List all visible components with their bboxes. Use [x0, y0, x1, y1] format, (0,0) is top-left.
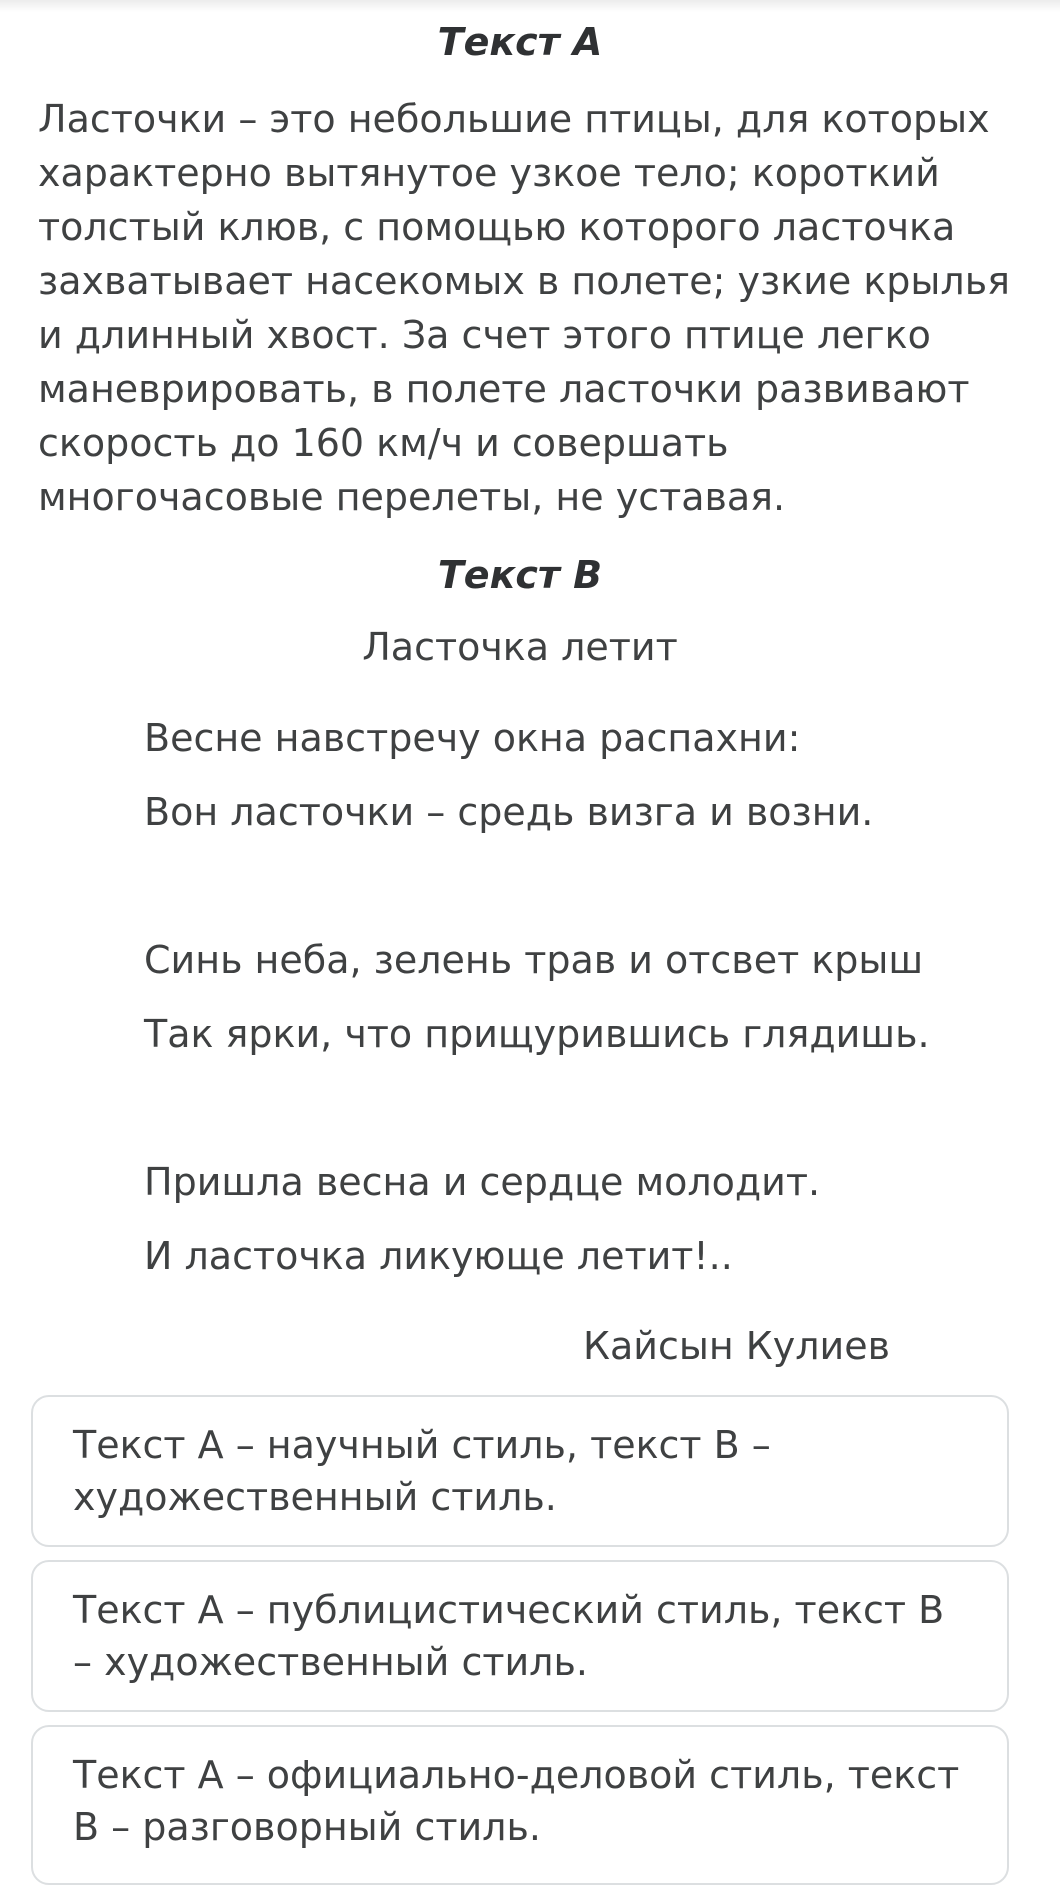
- poem-line: И ласточка ликующе летит!..: [144, 1234, 733, 1278]
- answer-option-3[interactable]: [31, 1725, 1009, 1885]
- poem-title: Ласточка летит: [362, 625, 678, 669]
- answer-option-1[interactable]: [31, 1395, 1009, 1547]
- text-b-heading: Текст В: [437, 553, 603, 597]
- answer-option-label: Текст А – публицистический стиль, текст В – художественный стиль.: [73, 1588, 945, 1684]
- poem-line: Пришла весна и сердце молодит.: [144, 1160, 821, 1204]
- answer-option-label: Текст А – официально-деловой стиль, текст В – разговорный стиль.: [73, 1753, 960, 1849]
- poem-line: Вон ласточки – средь визга и возни.: [144, 790, 874, 834]
- text-a-heading: Текст А: [437, 20, 603, 64]
- poem-line: Так ярки, что прищурившись глядишь.: [144, 1012, 930, 1056]
- text-a-paragraph: Ласточки – это небольшие птицы, для которых характерно вытянутое узкое тело; короткий толстый клюв, с помощью которого ласточка захватывает насекомых в полете; узкие крылья и длинный хвост. За счет этого птице легко маневрировать, в полете ласточки развивают скорость до 160 км/ч и совершать многочасовые перелеты, не уставая.: [38, 97, 1010, 519]
- poem-line: Весне навстречу окна распахни:: [144, 716, 801, 760]
- poem-author: Кайсын Кулиев: [582, 1324, 890, 1368]
- poem-line: Синь неба, зелень трав и отсвет крыш: [144, 938, 924, 982]
- top-shadow: [0, 0, 1060, 12]
- answer-option-label: Текст А – научный стиль, текст В – художественный стиль.: [73, 1423, 771, 1519]
- answer-option-2[interactable]: [31, 1560, 1009, 1712]
